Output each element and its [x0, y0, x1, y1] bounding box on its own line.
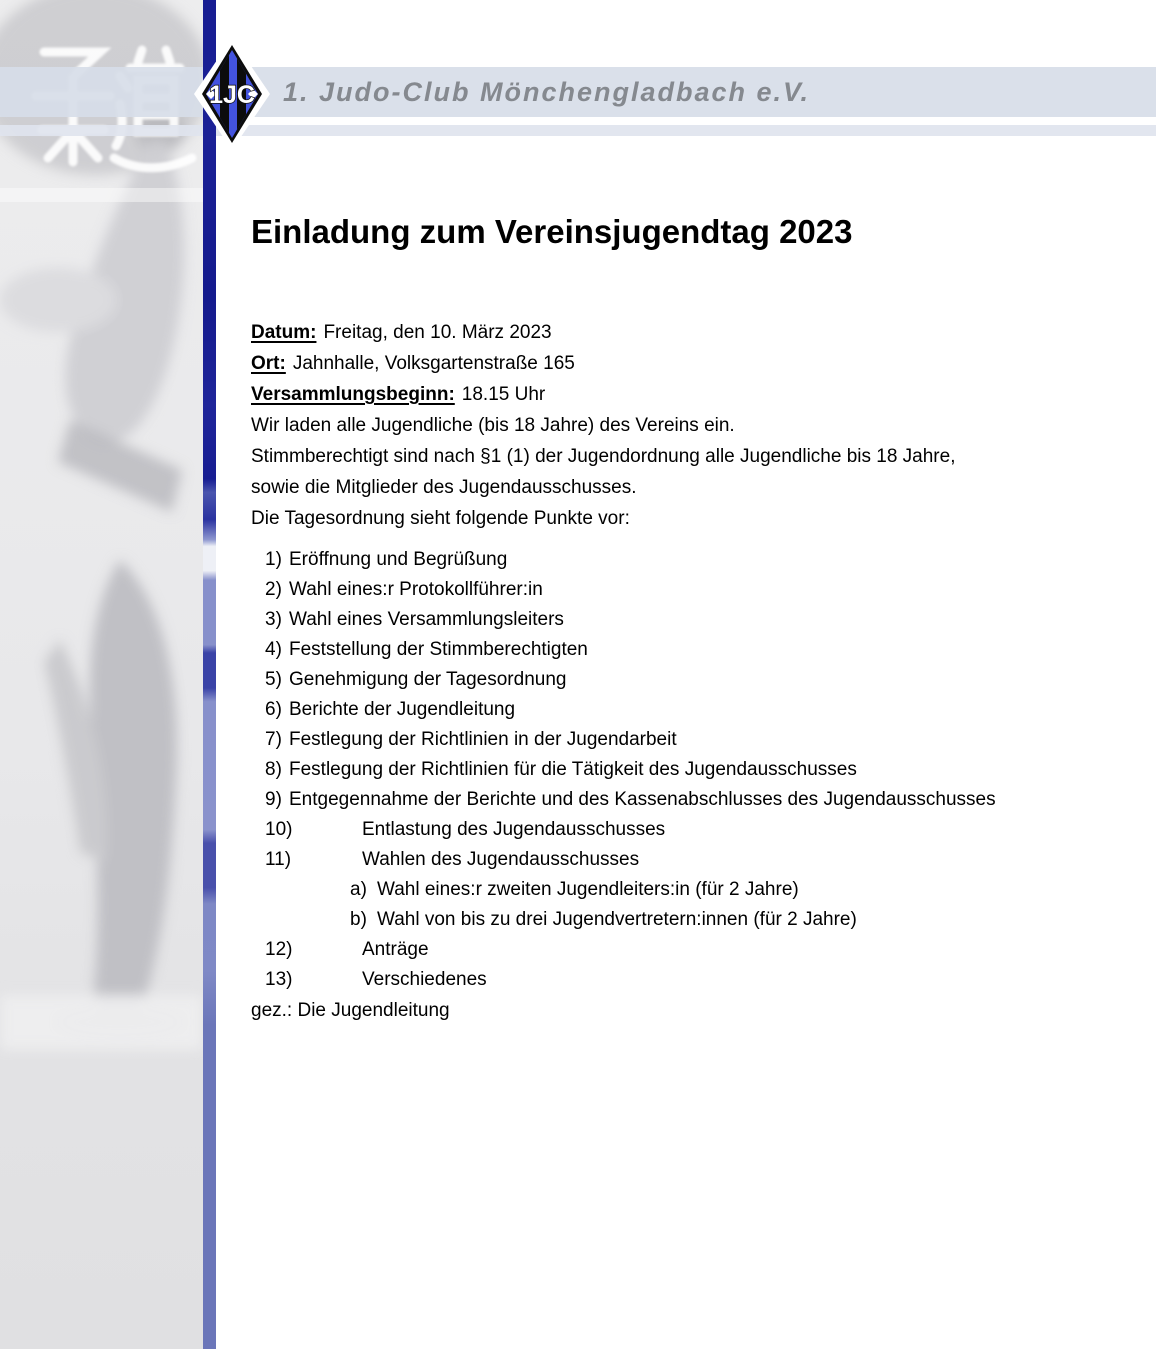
agenda-item-text: Wahl eines:r zweiten Jugendleiters:in (für 2 Jahre): [377, 879, 799, 900]
signature-line: gez.: Die Jugendleitung: [251, 1000, 450, 1021]
detail-label-datum: Datum:: [251, 322, 317, 343]
photo-light-band: [0, 188, 203, 202]
agenda-item-number: 7): [265, 729, 282, 750]
agenda-item: [251, 635, 1141, 665]
page-title: Einladung zum Vereinsjugendtag 2023: [251, 213, 853, 250]
agenda-item-number: 12): [265, 939, 293, 960]
agenda-item-text: Wahl eines:r Protokollführer:in: [289, 579, 543, 600]
agenda-item: [251, 665, 1141, 695]
detail-value-datum: Freitag, den 10. März 2023: [323, 322, 552, 343]
detail-versammlungsbeginn: [251, 379, 1141, 410]
agenda-item-number: a): [350, 879, 367, 900]
agenda-item-number: 9): [265, 789, 282, 810]
agenda-item-text: Genehmigung der Tagesordnung: [289, 669, 567, 690]
detail-label-ort: Ort:: [251, 353, 286, 374]
agenda-item-text: Berichte der Jugendleitung: [289, 699, 516, 720]
agenda-item: [251, 815, 1141, 845]
agenda-item-text: Wahlen des Jugendausschusses: [362, 849, 640, 870]
club-name: 1. Judo-Club Mönchengladbach e.V.: [283, 77, 811, 107]
agenda-item-text: Festlegung der Richtlinien in der Jugendarbeit: [289, 729, 677, 750]
agenda-item-number: 8): [265, 759, 282, 780]
agenda-item-text: Entgegennahme der Berichte und des Kassenabschlusses des Jugendausschusses: [289, 789, 996, 810]
agenda-item-number: 5): [265, 669, 282, 690]
agenda-subitem: [251, 875, 1141, 905]
agenda-item: [251, 755, 1141, 785]
intro-paragraph: Wir laden alle Jugendliche (bis 18 Jahre) des Vereins ein.: [251, 415, 735, 436]
agenda-item: [251, 725, 1141, 755]
agenda-item: [251, 785, 1141, 815]
judo-photo-graphic: [0, 0, 203, 1349]
logo-text: 1JC: [209, 81, 255, 109]
letter-content: [251, 0, 1141, 1026]
eligibility-line-1: Stimmberechtigt sind nach §1 (1) der Jugendordnung alle Jugendliche bis 18 Jahre,: [251, 446, 956, 467]
agenda-item-number: 3): [265, 609, 282, 630]
event-details: [251, 317, 1141, 410]
agenda-item-number: 4): [265, 639, 282, 660]
agenda-item-text: Eröffnung und Begrüßung: [289, 549, 508, 570]
agenda-intro: Die Tagesordnung sieht folgende Punkte vor:: [251, 508, 630, 529]
agenda-item-number: 11): [265, 849, 292, 870]
agenda-item-text: Wahl eines Versammlungsleiters: [289, 609, 564, 630]
agenda-item-text: Feststellung der Stimmberechtigten: [289, 639, 588, 660]
agenda-item-text: Wahl von bis zu drei Jugendvertretern:innen (für 2 Jahre): [377, 909, 857, 930]
detail-value-versammlungsbeginn: 18.15 Uhr: [461, 384, 546, 405]
agenda-item-text: Anträge: [362, 939, 429, 960]
club-logo: [194, 38, 270, 150]
agenda-item: [251, 545, 1141, 575]
vertical-accent-stripe: [203, 0, 216, 1349]
agenda-item-number: 1): [265, 549, 282, 570]
detail-datum: [251, 317, 1141, 348]
eligibility-line-2: sowie die Mitglieder des Jugendausschusses.: [251, 477, 637, 498]
detail-value-ort: Jahnhalle, Volksgartenstraße 165: [292, 353, 575, 374]
agenda-item: [251, 605, 1141, 635]
agenda-item: [251, 935, 1141, 965]
agenda-item: [251, 695, 1141, 725]
sidebar-photo: [0, 0, 203, 1349]
agenda-item-number: 10): [265, 819, 293, 840]
agenda-item-number: 6): [265, 699, 282, 720]
agenda-item-text: Entlastung des Jugendausschusses: [362, 819, 666, 840]
header-banner-secondary: [0, 125, 1156, 136]
detail-label-versammlungsbeginn: Versammlungsbeginn:: [251, 384, 455, 405]
agenda-item-text: Verschiedenes: [362, 969, 487, 990]
agenda-item-number: 2): [265, 579, 282, 600]
agenda-subitem: [251, 905, 1141, 935]
agenda-item-text: Festlegung der Richtlinien für die Tätigkeit des Jugendausschusses: [289, 759, 857, 780]
agenda-item: [251, 965, 1141, 995]
agenda-item: [251, 845, 1141, 875]
agenda-item: [251, 575, 1141, 605]
detail-ort: [251, 348, 1141, 379]
agenda-item-number: b): [350, 909, 367, 930]
agenda-item-number: 13): [265, 969, 293, 990]
agenda-list: [251, 545, 1141, 995]
